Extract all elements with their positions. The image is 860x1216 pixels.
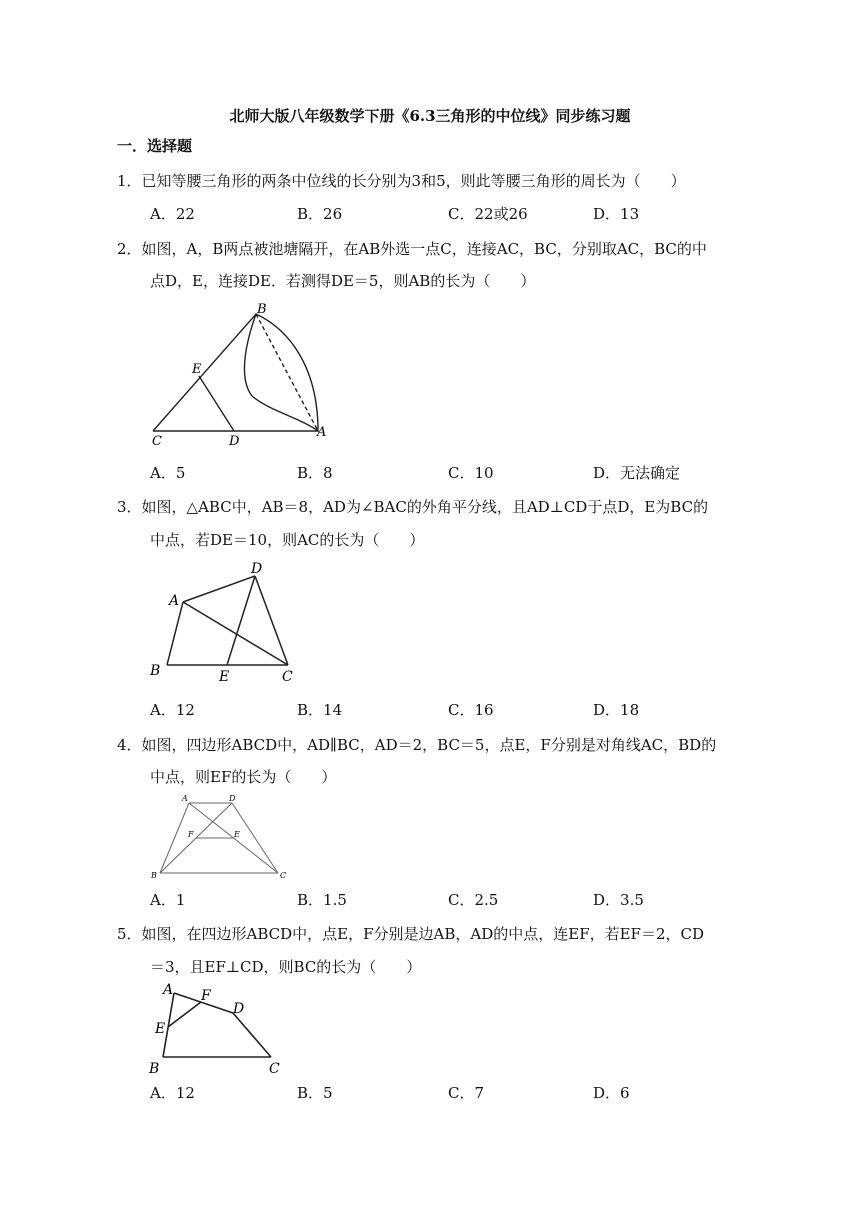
q1-option-c[interactable]: C．22或26 <box>448 205 528 223</box>
q3-segment-dc <box>255 576 288 665</box>
q4-option-d[interactable]: D．3.5 <box>593 891 644 909</box>
q2-pond-outline <box>244 314 318 431</box>
q4-label-b: B <box>151 871 157 880</box>
question-4-text-line2: 中点，则EF的长为（ ） <box>150 768 337 786</box>
q5-label-f: F <box>201 988 211 1004</box>
question-1-text: 1．已知等腰三角形的两条中位线的长分别为3和5，则此等腰三角形的周长为（ ） <box>117 172 686 190</box>
page-title: 北师大版八年级数学下册《6.3三角形的中位线》同步练习题 <box>229 107 631 125</box>
q4-option-c[interactable]: C．2.5 <box>448 891 499 909</box>
q3-label-a: A <box>169 593 180 609</box>
q1-option-d[interactable]: D．13 <box>593 205 640 223</box>
q5-label-a: A <box>163 982 174 998</box>
section-heading: 一．选择题 <box>117 137 193 155</box>
q5-label-c: C <box>269 1061 280 1077</box>
q2-label-a: A <box>317 425 327 440</box>
q3-figure <box>145 558 305 688</box>
q1-option-b[interactable]: B．26 <box>297 205 343 223</box>
question-4-text-line1: 4．如图，四边形ABCD中，AD∥BC，AD＝2，BC＝5，点E，F分别是对角线AC，BD的 <box>117 736 717 754</box>
q3-segment-ac <box>183 602 288 665</box>
q4-label-d: D <box>229 794 236 803</box>
q2-label-d: D <box>229 434 240 449</box>
q2-option-b[interactable]: B．8 <box>297 464 333 482</box>
q4-option-b[interactable]: B．1.5 <box>297 891 347 909</box>
question-5-text-line1: 5．如图，在四边形ABCD中，点E，F分别是边AB，AD的中点，连EF，若EF＝2，CD <box>117 925 705 943</box>
q3-option-a[interactable]: A．12 <box>150 701 195 719</box>
q2-label-c: C <box>152 434 162 449</box>
question-3-text-line1: 3．如图，△ABC中，AB＝8，AD为∠BAC的外角平分线，且AD⊥CD于点D，E为BC的 <box>117 498 709 516</box>
q5-label-d: D <box>233 1001 245 1017</box>
q3-option-c[interactable]: C．16 <box>448 701 494 719</box>
q5-option-a[interactable]: A．12 <box>150 1084 195 1102</box>
q4-figure <box>145 790 295 880</box>
question-2-text-line1: 2．如图，A，B两点被池塘隔开，在AB外选一点C，连接AC，BC，分别取AC，BC的中 <box>117 240 707 258</box>
q2-segment-ed <box>199 376 234 431</box>
question-5-text-line2: ＝3，且EF⊥CD，则BC的长为（ ） <box>150 958 422 976</box>
q5-figure <box>145 980 295 1076</box>
q5-segment-dc <box>233 1013 271 1057</box>
q3-segment-ad <box>183 576 255 602</box>
q2-option-c[interactable]: C．10 <box>448 464 494 482</box>
q5-label-b: B <box>149 1061 160 1077</box>
q4-option-a[interactable]: A．1 <box>150 891 186 909</box>
q4-label-c: C <box>280 871 287 880</box>
q3-option-d[interactable]: D．18 <box>593 701 640 719</box>
question-2-text-line2: 点D，E，连接DE．若测得DE＝5，则AB的长为（ ） <box>150 272 536 290</box>
q2-figure <box>140 298 340 448</box>
q3-label-e: E <box>219 669 230 685</box>
q2-option-a[interactable]: A．5 <box>150 464 186 482</box>
q3-label-c: C <box>282 669 293 685</box>
q4-label-e: E <box>234 830 240 839</box>
q2-segment-cb <box>153 314 256 431</box>
q4-segment-ab <box>160 803 189 873</box>
q2-label-b: B <box>257 302 267 317</box>
q2-label-e: E <box>192 362 202 377</box>
q3-label-b: B <box>150 663 161 679</box>
q5-segment-ef <box>168 1002 201 1027</box>
q4-label-f: F <box>188 830 194 839</box>
q4-label-a: A <box>182 794 188 803</box>
q3-option-b[interactable]: B．14 <box>297 701 343 719</box>
q1-option-a[interactable]: A．22 <box>150 205 195 223</box>
q3-label-d: D <box>251 561 263 577</box>
q3-segment-ab <box>167 602 183 665</box>
q3-segment-de <box>227 576 255 665</box>
q2-option-d[interactable]: D．无法确定 <box>593 464 681 482</box>
q5-option-d[interactable]: D．6 <box>593 1084 630 1102</box>
q5-label-e: E <box>155 1021 166 1037</box>
q5-option-b[interactable]: B．5 <box>297 1084 333 1102</box>
q5-option-c[interactable]: C．7 <box>448 1084 485 1102</box>
question-3-text-line2: 中点，若DE＝10，则AC的长为（ ） <box>150 531 425 549</box>
